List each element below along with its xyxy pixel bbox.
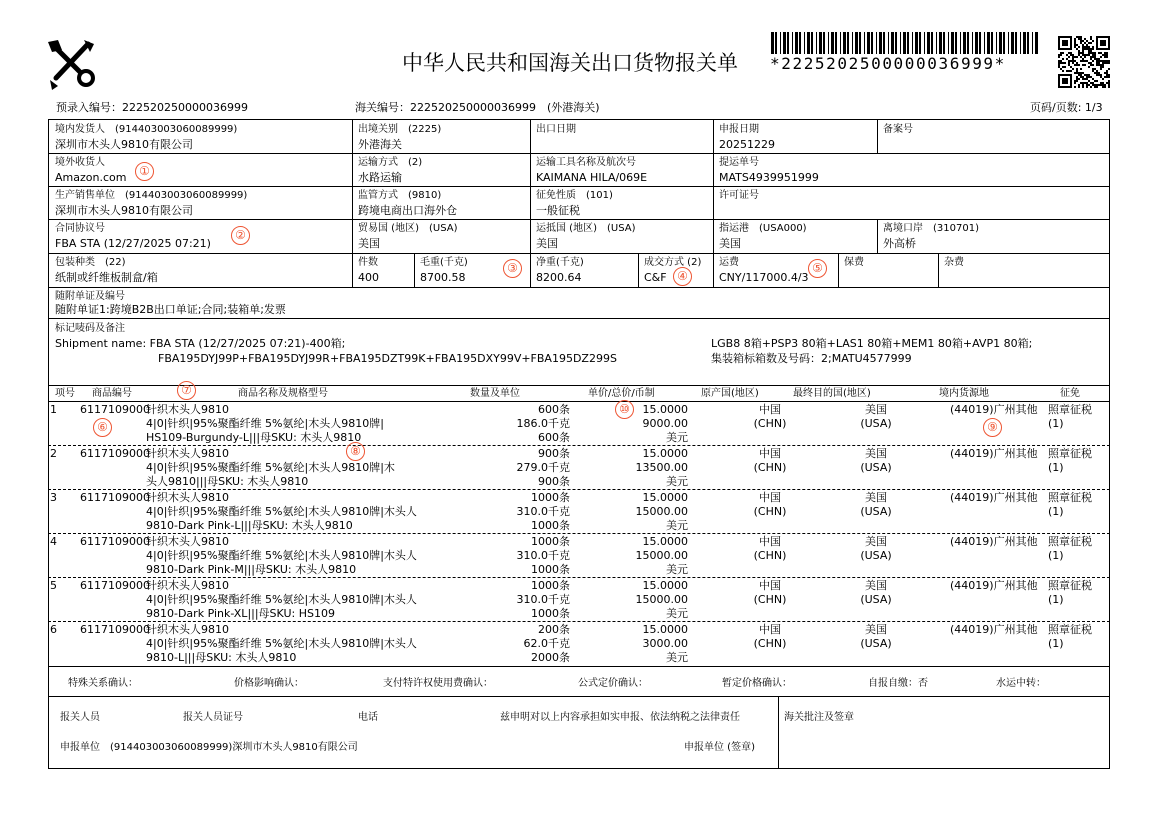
customs-emblem-logo (44, 36, 100, 92)
cell-qty2: 310.0千克 (516, 593, 570, 606)
cell-total: 15000.00 (635, 593, 688, 606)
trade-country-label: 贸易国 (地区) (USA) (358, 223, 458, 234)
vessel-value: KAIMANA HILA/069E (536, 171, 648, 184)
cell-dest-code: (USA) (860, 505, 892, 518)
cell-source: (44019)广州其他 (950, 579, 1038, 592)
marker-7: ⑦ (177, 381, 196, 400)
marks-right-2: 集装箱标箱数及号码：2;MATU4577999 (711, 352, 912, 365)
cell-price: 15.0000 (642, 623, 688, 636)
export-date-label: 出口日期 (536, 124, 576, 135)
cell-origin-code: (CHN) (753, 417, 787, 430)
cell-no: 2 (50, 447, 57, 460)
cell-code: 6117109000 (80, 579, 150, 592)
marker-3: ③ (503, 259, 522, 278)
cell-qty3: 900条 (538, 475, 570, 488)
cell-qty2: 62.0千克 (523, 637, 570, 650)
shipper-label: 境内发货人 (914403003060089999) (55, 124, 238, 135)
cell-qty2: 279.0千克 (516, 461, 570, 474)
cell-name: 针织木头人9810 (146, 447, 229, 460)
declarant-label: 报关人员 (60, 712, 100, 723)
statement-text: 兹申明对以上内容承担如实申报、依法纳税之法律责任 (500, 712, 740, 723)
port-value: 美国 (719, 237, 741, 250)
special-relation-confirm: 特殊关系确认： (68, 678, 138, 689)
cell-no: 5 (50, 579, 57, 592)
marks-right-1: LGB8 8箱+PSP3 80箱+LAS1 80箱+MEM1 80箱+AVP1 80箱; (711, 337, 1033, 350)
phone-label: 电话 (358, 712, 378, 723)
cell-qty2: 186.0千克 (516, 417, 570, 430)
cell-code: 6117109000 (80, 535, 150, 548)
cell-origin: 中国 (759, 403, 781, 416)
water-transit-confirm: 水运中转： (996, 678, 1046, 689)
vessel-label: 运输工具名称及航次号 (536, 157, 636, 168)
cell-origin-code: (CHN) (753, 637, 787, 650)
net-weight-value: 8200.64 (536, 271, 582, 284)
marker-8: ⑧ (346, 442, 365, 461)
cell-spec2: 头人9810|||母SKU: 木头人9810 (146, 475, 309, 488)
marker-1: ① (135, 162, 154, 181)
cell-currency: 美元 (666, 651, 688, 664)
insurance-label: 保费 (844, 257, 864, 268)
cell-dest-code: (USA) (860, 593, 892, 606)
barcode-text: *2225202500000036999* (770, 54, 1006, 73)
cell-origin: 中国 (759, 623, 781, 636)
cell-origin: 中国 (759, 447, 781, 460)
cell-levy-code: (1) (1048, 549, 1064, 562)
gross-weight-label: 毛重(千克) (420, 257, 468, 268)
barcode (771, 32, 1041, 56)
cell-qty1: 200条 (538, 623, 570, 636)
cell-dest-code: (USA) (860, 461, 892, 474)
package-type-value: 纸制或纤维板制盒/箱 (55, 271, 158, 284)
levy-nature-label: 征免性质 (101) (536, 190, 613, 201)
cell-code: 6117109000 (80, 403, 150, 416)
deal-mode-label: 成交方式 (2) (644, 257, 702, 268)
col-header-source: 境内货源地 (939, 388, 989, 399)
cell-dest: 美国 (865, 447, 887, 460)
cell-spec2: 9810-Dark Pink-XL|||母SKU: HS109 (146, 607, 335, 620)
cell-qty3: 1000条 (531, 519, 570, 532)
exit-customs-label: 出境关别 (2225) (358, 124, 442, 135)
marker-9: ⑨ (983, 418, 1002, 437)
cell-qty3: 1000条 (531, 607, 570, 620)
bill-of-lading-value: MATS4939951999 (719, 171, 819, 184)
cell-spec1: 4|0|针织|95%聚酯纤维 5%氨纶|木头人9810牌|木 (146, 461, 395, 474)
marks-line-1: Shipment name: FBA STA (12/27/2025 07:21)-400箱; (55, 337, 346, 350)
cell-dest: 美国 (865, 491, 887, 504)
freight-value: CNY/117000.4/3 (719, 271, 809, 284)
cell-origin-code: (CHN) (753, 505, 787, 518)
cell-qty3: 1000条 (531, 563, 570, 576)
cell-no: 6 (50, 623, 57, 636)
levy-nature-value: 一般征税 (536, 204, 580, 217)
cell-spec2: 9810-L|||母SKU: 木头人9810 (146, 651, 297, 664)
package-type-label: 包装种类 (22) (55, 257, 126, 268)
cell-code: 6117109000 (80, 623, 150, 636)
cell-no: 1 (50, 403, 57, 416)
dest-country-value: 美国 (536, 237, 558, 250)
cell-source: (44019)广州其他 (950, 403, 1038, 416)
pre-entry-number: 预录入编号：222520250000036999 (56, 101, 248, 114)
cell-levy: 照章征税 (1048, 579, 1092, 592)
cell-price: 15.0000 (642, 447, 688, 460)
cell-name: 针织木头人9810 (146, 579, 229, 592)
page-indicator: 页码/页数: 1/3 (1030, 101, 1103, 114)
cell-qty3: 2000条 (531, 651, 570, 664)
cell-no: 4 (50, 535, 57, 548)
royalty-confirm: 支付特许权使用费确认： (383, 678, 493, 689)
cell-qty1: 1000条 (531, 579, 570, 592)
col-header-no: 项号 (55, 388, 75, 399)
cell-levy-code: (1) (1048, 505, 1064, 518)
cell-levy: 照章征税 (1048, 491, 1092, 504)
cell-spec2: 9810-Dark Pink-L|||母SKU: 木头人9810 (146, 519, 353, 532)
cell-qty1: 1000条 (531, 535, 570, 548)
cell-qty1: 900条 (538, 447, 570, 460)
cell-levy: 照章征税 (1048, 403, 1092, 416)
misc-fee-label: 杂费 (944, 257, 964, 268)
consignee-value: Amazon.com (55, 171, 127, 184)
cell-levy: 照章征税 (1048, 535, 1092, 548)
cell-currency: 美元 (666, 475, 688, 488)
provisional-price-confirm: 暂定价格确认： (722, 678, 792, 689)
col-header-levy: 征免 (1060, 388, 1080, 399)
transport-mode-value: 水路运输 (358, 171, 402, 184)
cell-source: (44019)广州其他 (950, 535, 1038, 548)
cell-origin: 中国 (759, 535, 781, 548)
marker-2: ② (231, 226, 250, 245)
cell-total: 13500.00 (635, 461, 688, 474)
cell-total: 3000.00 (642, 637, 688, 650)
cell-spec1: 4|0|针织|95%聚酯纤维 5%氨纶|木头人9810牌|木头人 (146, 505, 417, 518)
marker-4: ④ (673, 267, 692, 286)
cell-name: 针织木头人9810 (146, 535, 229, 548)
bill-of-lading-label: 提运单号 (719, 157, 759, 168)
gross-weight-value: 8700.58 (420, 271, 466, 284)
filing-number-label: 备案号 (883, 124, 913, 135)
cell-qty1: 1000条 (531, 491, 570, 504)
cell-price: 15.0000 (642, 535, 688, 548)
cell-dest-code: (USA) (860, 637, 892, 650)
cell-levy-code: (1) (1048, 593, 1064, 606)
price-effect-confirm: 价格影响确认： (234, 678, 304, 689)
marks-line-2: FBA195DYJ99P+FBA195DYJ99R+FBA195DZT99K+FBA195DXY99V+FBA195DZ299S (158, 352, 617, 365)
producer-label: 生产销售单位 (914403003060089999) (55, 190, 248, 201)
cell-dest-code: (USA) (860, 549, 892, 562)
port-label: 指运港 (USA000) (719, 223, 807, 234)
cell-dest: 美国 (865, 623, 887, 636)
cell-name: 针织木头人9810 (146, 403, 229, 416)
col-header-origin: 原产国(地区) (701, 388, 759, 399)
cell-source: (44019)广州其他 (950, 623, 1038, 636)
customs-number: 海关编号：222520250000036999 (外港海关) (355, 101, 600, 114)
cell-levy-code: (1) (1048, 637, 1064, 650)
cell-qty3: 600条 (538, 431, 570, 444)
cell-currency: 美元 (666, 563, 688, 576)
cell-name: 针织木头人9810 (146, 491, 229, 504)
qr-code (1058, 36, 1110, 88)
cell-dest: 美国 (865, 535, 887, 548)
dest-country-label: 运抵国 (地区) (USA) (536, 223, 636, 234)
marker-6: ⑥ (93, 418, 112, 437)
declare-date-value: 20251229 (719, 138, 775, 151)
freight-label: 运费 (719, 257, 739, 268)
marks-label: 标记唛码及备注 (55, 323, 125, 334)
cell-spec1: 4|0|针织|95%聚酯纤维 5%氨纶|木头人9810牌|木头人 (146, 593, 417, 606)
formula-price-confirm: 公式定价确认： (578, 678, 648, 689)
producer-value: 深圳市木头人9810有限公司 (55, 204, 193, 217)
consignee-label: 境外收货人 (55, 157, 105, 168)
license-label: 许可证号 (719, 190, 759, 201)
cell-total: 9000.00 (642, 417, 688, 430)
cell-levy-code: (1) (1048, 461, 1064, 474)
declare-unit-seal: 申报单位 (签章) (684, 742, 755, 753)
exit-customs-value: 外港海关 (358, 138, 402, 151)
customs-note-label: 海关批注及签章 (784, 712, 854, 723)
exit-port-value: 外高桥 (883, 237, 916, 250)
cell-dest-code: (USA) (860, 417, 892, 430)
contract-value: FBA STA (12/27/2025 07:21) (55, 237, 211, 250)
cell-source: (44019)广州其他 (950, 491, 1038, 504)
cell-origin: 中国 (759, 491, 781, 504)
docs-value: 随附单证1:跨境B2B出口单证;合同;装箱单;发票 (55, 303, 286, 316)
trade-country-value: 美国 (358, 237, 380, 250)
cell-spec1: 4|0|针织|95%聚酯纤维 5%氨纶|木头人9810牌| (146, 417, 384, 430)
cell-price: 15.0000 (642, 579, 688, 592)
cell-spec2: 9810-Dark Pink-M|||母SKU: 木头人9810 (146, 563, 357, 576)
pieces-value: 400 (358, 271, 379, 284)
page-title: 中华人民共和国海关出口货物报关单 (402, 51, 738, 75)
cell-origin-code: (CHN) (753, 461, 787, 474)
cell-origin: 中国 (759, 579, 781, 592)
col-header-code: 商品编号 (92, 388, 132, 399)
declarant-number-label: 报关人员证号 (183, 712, 243, 723)
cell-levy: 照章征税 (1048, 623, 1092, 636)
cell-spec1: 4|0|针织|95%聚酯纤维 5%氨纶|木头人9810牌|木头人 (146, 637, 417, 650)
contract-label: 合同协议号 (55, 223, 105, 234)
col-header-price: 单价/总价/币制 (588, 388, 655, 399)
col-header-name: 商品名称及规格型号 (238, 388, 328, 399)
deal-mode-value: C&F (644, 271, 667, 284)
net-weight-label: 净重(千克) (536, 257, 584, 268)
cell-currency: 美元 (666, 431, 688, 444)
cell-total: 15000.00 (635, 505, 688, 518)
pieces-label: 件数 (358, 257, 378, 268)
cell-no: 3 (50, 491, 57, 504)
declare-date-label: 申报日期 (719, 124, 759, 135)
declare-unit: 申报单位 (914403003060089999)深圳市木头人9810有限公司 (60, 742, 358, 753)
col-header-qty: 数量及单位 (470, 388, 520, 399)
cell-origin-code: (CHN) (753, 549, 787, 562)
supervision-label: 监管方式 (9810) (358, 190, 442, 201)
cell-origin-code: (CHN) (753, 593, 787, 606)
cell-currency: 美元 (666, 607, 688, 620)
cell-total: 15000.00 (635, 549, 688, 562)
marker-5: ⑤ (808, 259, 827, 278)
supervision-value: 跨境电商出口海外仓 (358, 204, 457, 217)
cell-currency: 美元 (666, 519, 688, 532)
cell-qty2: 310.0千克 (516, 505, 570, 518)
cell-spec2: HS109-Burgundy-L|||母SKU: 木头人9810 (146, 431, 362, 444)
cell-levy: 照章征税 (1048, 447, 1092, 460)
self-pay-confirm: 自报自缴：否 (868, 678, 928, 689)
cell-code: 6117109000 (80, 491, 150, 504)
cell-name: 针织木头人9810 (146, 623, 229, 636)
cell-code: 6117109000 (80, 447, 150, 460)
docs-label: 随附单证及编号 (55, 291, 125, 302)
exit-port-label: 离境口岸 (310701) (883, 223, 979, 234)
marker-10: ⑩ (615, 400, 634, 419)
cell-dest: 美国 (865, 403, 887, 416)
cell-spec1: 4|0|针织|95%聚酯纤维 5%氨纶|木头人9810牌|木头人 (146, 549, 417, 562)
cell-qty2: 310.0千克 (516, 549, 570, 562)
cell-levy-code: (1) (1048, 417, 1064, 430)
col-header-dest: 最终目的国(地区) (793, 388, 871, 399)
cell-price: 15.0000 (642, 491, 688, 504)
cell-dest: 美国 (865, 579, 887, 592)
shipper-value: 深圳市木头人9810有限公司 (55, 138, 193, 151)
cell-source: (44019)广州其他 (950, 447, 1038, 460)
transport-mode-label: 运输方式 (2) (358, 157, 423, 168)
cell-qty1: 600条 (538, 403, 570, 416)
cell-price: 15.0000 (642, 403, 688, 416)
